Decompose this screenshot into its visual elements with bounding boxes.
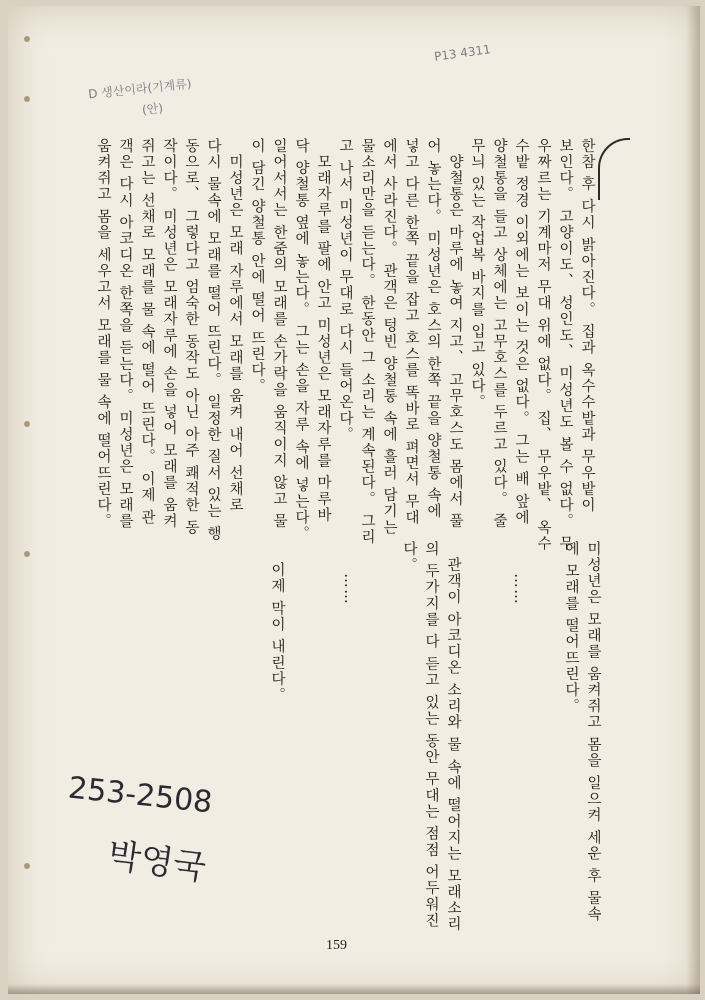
text-column: 어 놓는다。 미성년은 호스의 한쪽 끝을 양철통 속에 xyxy=(425,138,441,520)
text-column: 객은 다시 아코디온 한쪽을 듣는다。 미성년은 모래를 xyxy=(117,138,133,530)
handwritten-code: 253-2508 xyxy=(66,770,214,821)
text-column: 미성년은 모래를 움켜쥐고 몸을 일으켜 세운 후 물속 xyxy=(585,541,601,923)
text-column: 움켜쥐고 몸을 세우고서 모래를 물 속에 떨어뜨린다。 xyxy=(95,138,111,530)
text-column: 쥐고는 선채로 모래를 물 속에 떨어 뜨린다。 이제 관 xyxy=(139,138,155,526)
binding-hole xyxy=(24,421,30,427)
document-page xyxy=(8,6,700,994)
text-column: 이 담긴 양철통 안에 떨어 뜨린다。 xyxy=(249,138,265,395)
text-column: 모래자루를 팔에 안고 미성년은 모래자루를 마루바 xyxy=(315,138,331,524)
page-number: 159 xyxy=(326,938,347,953)
pencil-note-top-left: D 생산이라(기계류) xyxy=(87,76,193,102)
text-column: 무늬 있는 작업복 바지를 입고 있다。 xyxy=(469,138,485,411)
text-column: 고 나서 미성년이 무대로 다시 들어온다。 xyxy=(337,138,353,443)
binding-hole xyxy=(24,551,30,557)
text-column: 의 두가지를 다 듣고 있는 동안 무대는 점점 어두워진 xyxy=(423,541,439,929)
text-column: 양철통을 들고 상체에는 고무호스를 두르고 있다。 줄 xyxy=(491,138,507,530)
text-column: 우짜르는 기계마저 무대 위에 없다。 집、 무우밭、 옥수 xyxy=(535,138,551,552)
text-column: 동으로、 그렇다고 엄숙한 동작도 아닌 아주 쾌적한 동 xyxy=(183,138,199,536)
text-column: 일어서서는 한줌의 모래를 손가락을 움직이지 않고 물 xyxy=(271,138,287,530)
text-column: 한참 후 다시 밝아진다。 집과 옥수수밭과 무우밭이 xyxy=(579,138,595,514)
text-column: 수밭 정경 이외에는 보이는 것은 없다。 그는 배 앞에 xyxy=(513,138,529,526)
pencil-note-top-right: P13 4311 xyxy=(433,42,492,64)
text-column: 물소리만을 듣는다。 한동안 그 소리는 계속된다。 그리 xyxy=(359,138,375,546)
text-column: 작이다。 미성년은 모래자루에 손을 넣어 모래를 움켜 xyxy=(161,138,177,530)
text-column: 에서 사라진다。 관객은 텅빈 양철통 속에 흘러 담기는 xyxy=(381,138,397,536)
ellipsis-marker: …… xyxy=(511,541,527,606)
page-edge-shadow xyxy=(686,6,700,994)
text-column: 다시 물속에 모래를 떨어 뜨린다。 일정한 질서 있는 행 xyxy=(205,138,221,542)
text-column: 양철통은 마루에 놓여 지고、 고무호스도 몸에서 풀 xyxy=(447,138,463,530)
text-column: 미성년은 모래 자루에서 모래를 움켜 내어 선채로 xyxy=(227,138,243,514)
text-column: 보인다。 고양이도、 성인도、 미성년도 볼 수 없다。 무 xyxy=(557,138,573,552)
pencil-note-top-left-sub: (안) xyxy=(141,100,164,118)
binding-hole xyxy=(24,36,30,42)
ellipsis-marker: …… xyxy=(341,541,357,606)
binding-hole xyxy=(24,96,30,102)
pencil-bracket-mark xyxy=(598,138,630,200)
text-column: 닥 양철통 옆에 놓는다。 그는 손을 자루 속에 넣는다。 xyxy=(293,138,309,542)
text-column: 넣고 다른 한쪽 끝을 잡고 호스를 똑바로 펴면서 무대 xyxy=(403,138,419,526)
text-column: 관객이 아코디온 소리와 물 속에 떨어지는 모래소리 xyxy=(445,541,461,933)
text-column: 에 모래를 떨어뜨린다。 xyxy=(563,541,579,715)
handwritten-signature: 박영국 xyxy=(105,835,209,889)
binding-hole xyxy=(24,863,30,869)
text-column: 다。 xyxy=(401,541,417,574)
page-bottom-shadow xyxy=(8,984,700,994)
text-column: 이제 막이 내린다。 xyxy=(269,546,285,704)
